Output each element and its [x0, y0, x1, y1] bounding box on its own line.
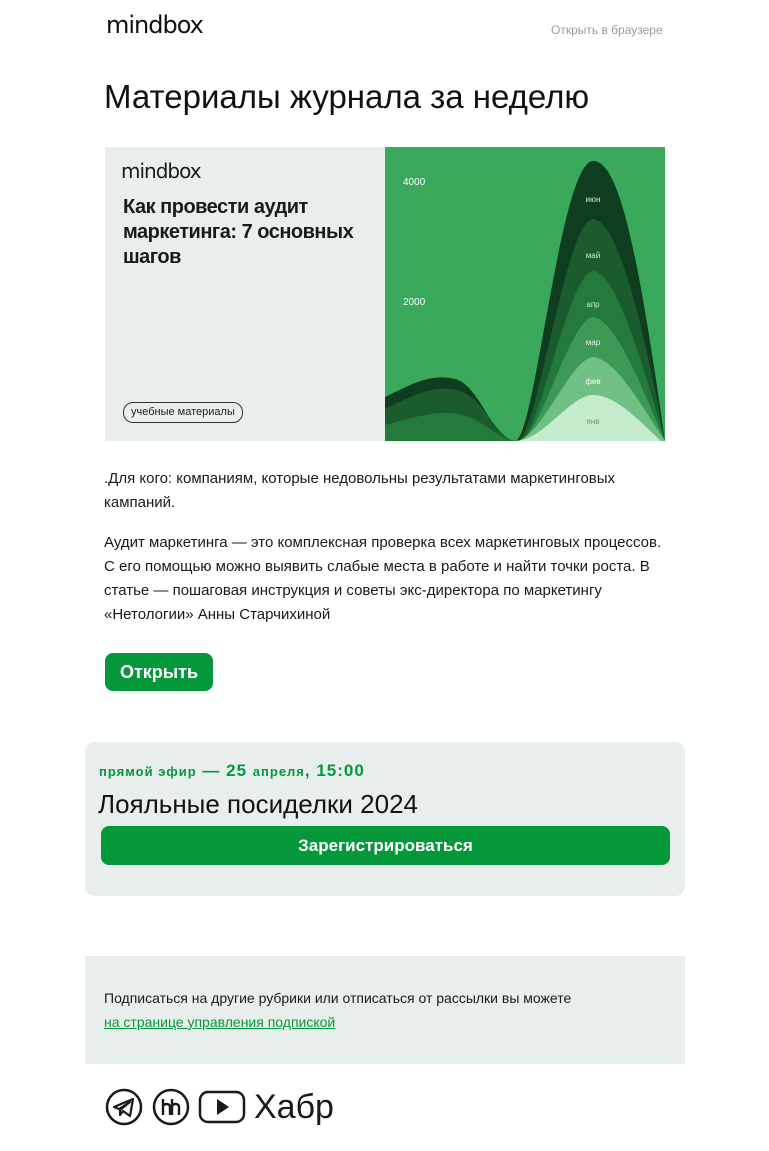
register-button[interactable]: Зарегистрироваться [101, 826, 670, 865]
series-label-apr: апр [586, 300, 600, 309]
mindbox-logo[interactable]: mindbox [106, 11, 203, 39]
series-label-mar: мар [585, 338, 601, 347]
series-label-feb: фев [585, 377, 601, 386]
event-time: , 15:00 [304, 761, 365, 780]
email-header [0, 0, 769, 60]
page-title: Материалы журнала за неделю [104, 78, 590, 115]
tick-label-2000: 2000 [403, 297, 426, 308]
article-description: Аудит маркетинга — это комплексная проверка всех маркетинговых процессов. С его помощью можно выявить слабые места в работе и найти точки роста. В статье — пошаговая инструкция и советы экс-директора по маркетингу «Нетологии» Анны Старчихиной [104, 534, 662, 623]
subscription-footer [85, 956, 685, 1064]
series-label-may: май [585, 251, 601, 260]
tick-label-4000: 4000 [403, 177, 426, 188]
series-label-jun: июн [585, 195, 601, 204]
hh-icon[interactable] [151, 1086, 191, 1126]
open-in-browser-link[interactable]: Открыть в браузере [551, 23, 663, 37]
event-month: апреля [252, 764, 305, 779]
article-banner[interactable] [105, 147, 665, 441]
event-date [99, 760, 365, 783]
event-name: Лояльные посиделки 2024 [98, 789, 419, 819]
subscription-text: Подписаться на другие рубрики или отписаться от рассылки вы можете [104, 990, 572, 1006]
banner-headline: Как провести аудит маркетинга: 7 основных шагов [123, 196, 354, 268]
event-day: 25 [226, 761, 248, 780]
article-audience: .Для кого: компаниям, которые недовольны результатами маркетинговых кампаний. [104, 470, 616, 511]
telegram-icon[interactable] [104, 1086, 144, 1126]
series-label-jan: янв [586, 417, 600, 426]
banner-tag: учебные материалы [123, 402, 243, 423]
habr-link[interactable]: Хабр [254, 1088, 334, 1126]
subscription-settings-link[interactable]: на странице управления подпиской [104, 1014, 336, 1030]
event-card [85, 742, 685, 896]
event-dash: — [196, 761, 227, 780]
banner-logo: mindbox [121, 159, 201, 183]
event-kind: прямой эфир [99, 764, 197, 779]
banner-chart [385, 147, 665, 441]
banner-left-panel [105, 147, 385, 441]
chart-svg [385, 147, 665, 441]
youtube-icon[interactable] [198, 1086, 246, 1126]
open-article-button[interactable]: Открыть [105, 653, 213, 691]
